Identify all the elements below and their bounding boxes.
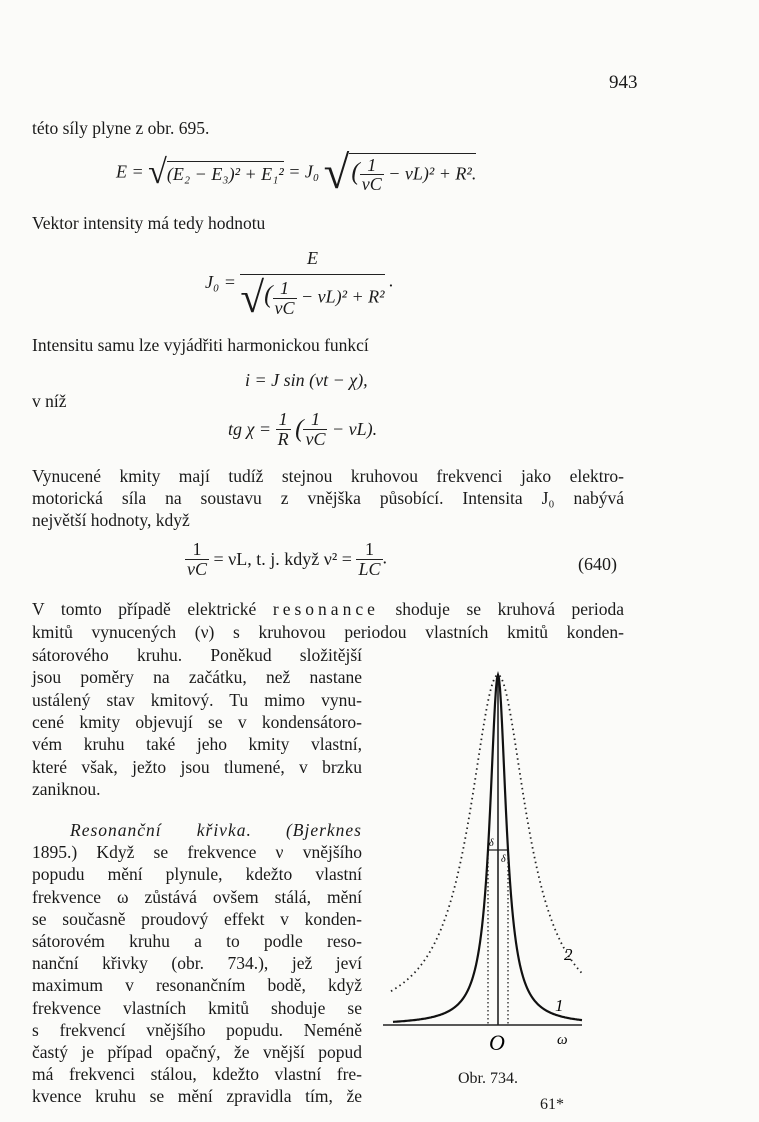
text-line: kvence kruhu se mění zpravidla tím, že: [32, 1086, 362, 1107]
text-line: nanční křivky (obr. 734.), jež jeví: [32, 953, 362, 974]
text-line: této síly plyne z obr. 695.: [32, 118, 210, 138]
text-line: frekvence ω zůstává ovšem stálá, mění: [32, 886, 362, 907]
text-line: se současně proudový effekt v konden-: [32, 908, 362, 929]
text-line: maximum v resonančním bodě, když: [32, 975, 362, 996]
text-line: cené kmity objevují se v kondensátoro-: [32, 711, 362, 732]
resonance-curve-2: [391, 675, 582, 991]
text-line: Intensitu samu lze vyjádřiti harmonickou funkcí: [32, 335, 369, 355]
text-line: v níž: [32, 391, 67, 411]
label-delta-left: δ: [489, 838, 494, 849]
equation-number: (640): [578, 554, 617, 574]
text-line: zaniknou.: [32, 778, 101, 799]
eq-radicand: (E₂ − E₃)² + E₁²: [167, 161, 284, 185]
resonance-curve-1: [393, 675, 582, 1022]
signature-mark: 61*: [540, 1096, 564, 1113]
label-curve-1: 1: [555, 996, 564, 1015]
text-line: s frekvencí vnějšího popudu. Neméně: [32, 1019, 362, 1040]
eq-mid: = J₀: [288, 161, 320, 182]
text-line: které však, ježto jsou tlumené, v brzku: [32, 756, 362, 777]
emphasis-resonance: resonance: [272, 599, 379, 619]
equation-1: E = √(E₂ − E₃)² + E₁² = J₀ √( $\frac{1}{\nu C}$ − νL)² + R².: [116, 147, 477, 199]
text-line: největší hodnoty, když: [32, 510, 190, 530]
equation-4: tg χ = $\frac{1}{R}$ ( $\frac{1}{\nu C}$ − νL).: [228, 409, 378, 449]
text-line: 1895.) Když se frekvence ν vnějšího: [32, 842, 362, 863]
text-line: má frekvenci stálou, kdežto vlastní fre-: [32, 1064, 362, 1085]
text-line: vém kruhu také jeho kmity vlastní,: [32, 734, 362, 755]
text-line: Vynucené kmity mají tudíž stejnou kruhovou frekvenci jako elektro-: [32, 466, 624, 486]
text-line: motorická síla na soustavu z vnějška působící. Intensita J₀ nabývá: [32, 488, 624, 508]
equation-3: i = J sin (νt − χ),: [245, 370, 368, 390]
text-line: sátorového kruhu. Poněkud složitější: [32, 645, 362, 665]
text-line: frekvence vlastních kmitů shoduje se: [32, 997, 362, 1018]
text-line: popudu mění plynule, kdežto vlastní: [32, 864, 362, 885]
text-line: sátorovém kruhu a to podle reso-: [32, 931, 362, 951]
text-line: častý je případ opačný, že vnější popud: [32, 1042, 362, 1062]
equation-2: J₀ = E √( $\frac{1}{\nu C}$ − νL)² + R² .: [205, 245, 394, 320]
eq-lhs: E =: [116, 161, 144, 182]
label-delta-right: δ: [501, 854, 506, 865]
section-heading: Resonanční křivka.: [70, 820, 252, 840]
label-curve-2: 2: [564, 945, 573, 964]
eq-rest: − νL)² + R².: [388, 163, 477, 184]
equation-640: $\frac{1}{\nu C}$ = νL, t. j. když ν² = $\frac{1}{LC}$ .: [187, 539, 387, 579]
text-line: Resonanční křivka. (Bjerknes: [32, 820, 362, 841]
page-number: 943: [609, 72, 638, 93]
text-line: V tomto případě elektrické resonance shoduje se kruhová perioda: [32, 599, 625, 619]
text-line: ustálený stav kmitový. Tu mimo vynu-: [32, 689, 362, 710]
text-line: Vektor intensity má tedy hodnotu: [32, 213, 266, 233]
label-omega: ω: [557, 1032, 568, 1048]
text-line: kmitů vynucených (ν) s kruhovou periodou vlastních kmitů konden-: [32, 622, 624, 642]
figure-caption: Obr. 734.: [458, 1070, 518, 1087]
label-origin: O: [489, 1030, 505, 1055]
text-line: jsou poměry na začátku, než nastane: [32, 667, 362, 688]
